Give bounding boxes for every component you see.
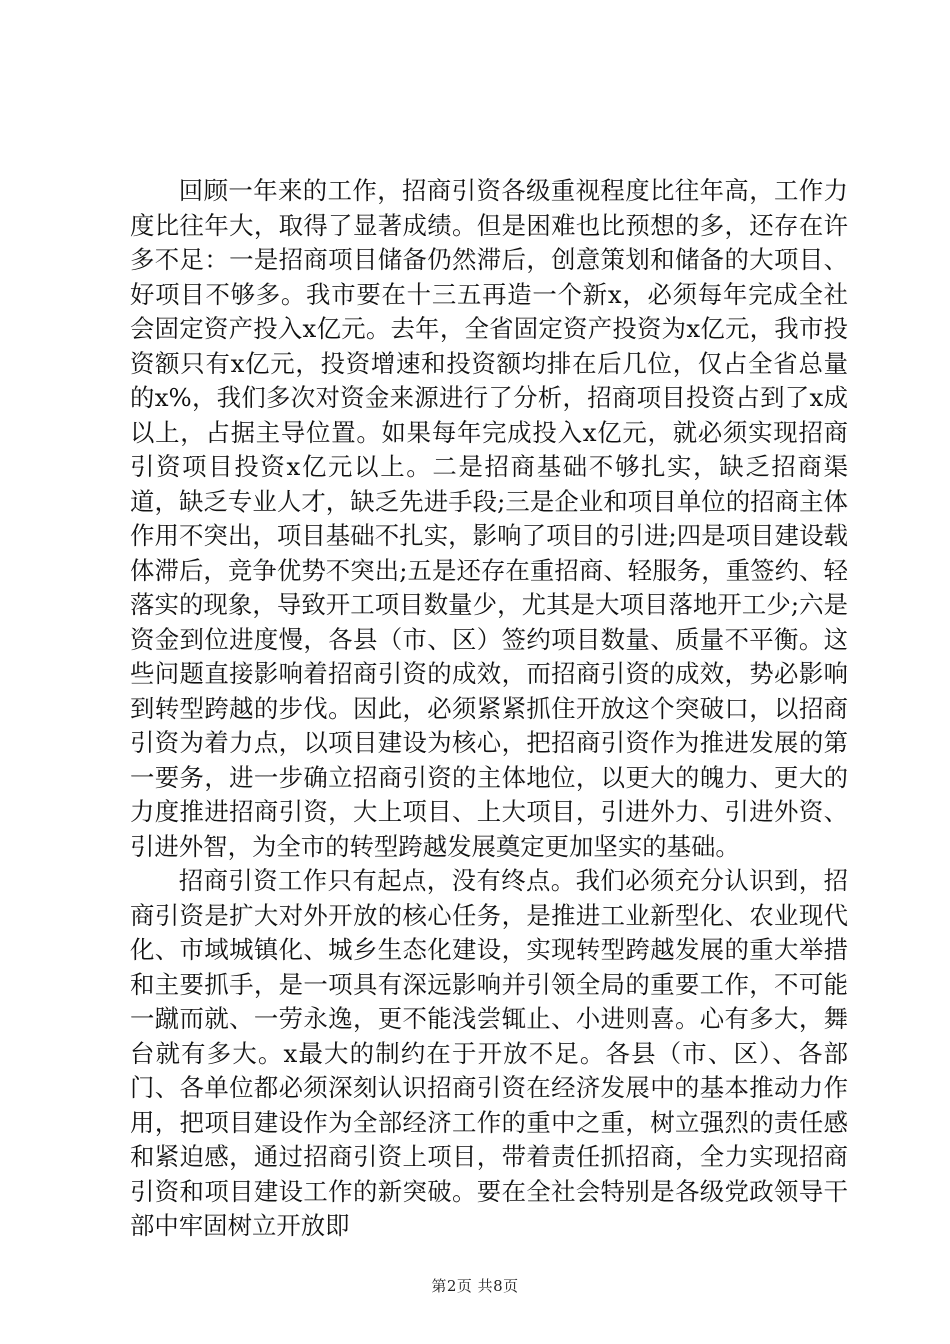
paragraph-1: 回顾一年来的工作，招商引资各级重视程度比往年高，工作力度比往年大，取得了显著成绩。但是困难也比预想的多，还存在许多不足：一是招商项目储备仍然滞后，创意策划和储备的大项目、好项目不够多。我市要在十三五再造一个新x，必须每年完成全社会固定资产投入x亿元。去年，全省固定资产投资为x亿元，我市投资额只有x亿元，投资增速和投资额均排在后几位，仅占全省总量的x%，我们多次对资金来源进行了分析，招商项目投资占到了x成以上，占据主导位置。如果每年完成投入x亿元，就必须实现招商引资项目投资x亿元以上。二是招商基础不够扎实，缺乏招商渠道，缺乏专业人才，缺乏先进手段;三是企业和项目单位的招商主体作用不突出，项目基础不扎实，影响了项目的引进;四是项目建设载体滞后，竞争优势不突出;五是还存在重招商、轻服务，重签约、轻落实的现象，导致开工项目数量少，尤其是大项目落地开工少;六是资金到位进度慢，各县（市、区）签约项目数量、质量不平衡。这些问题直接影响着招商引资的成效，而招商引资的成效，势必影响到转型跨越的步伐。因此，必须紧紧抓住开放这个突破口，以招商引资为着力点，以项目建设为核心，把招商引资作为推进发展的第一要务，进一步确立招商引资的主体地位，以更大的魄力、更大的力度推进招商引资，大上项目、上大项目，引进外力、引进外资、引进外智，为全市的转型跨越发展奠定更加坚实的基础。: [130, 176, 848, 861]
page-footer: 第2页 共8页: [431, 1277, 519, 1295]
paragraph-2: 招商引资工作只有起点，没有终点。我们必须充分认识到，招商引资是扩大对外开放的核心任务，是推进工业新型化、农业现代化、市域城镇化、城乡生态化建设，实现转型跨越发展的重大举措和主要抓手，是一项具有深远影响并引领全局的重要工作，不可能一蹴而就、一劳永逸，更不能浅尝辄止、小进则喜。心有多大，舞台就有多大。x最大的制约在于开放不足。各县（市、区）、各部门、各单位都必须深刻认识招商引资在经济发展中的基本推动力作用，把项目建设作为全部经济工作的重中之重，树立强烈的责任感和紧迫感，通过招商引资上项目，带着责任抓招商，全力实现招商引资和项目建设工作的新突破。要在全社会特别是各级党政领导干部中牢固树立开放即: [130, 866, 848, 1240]
document-body: [130, 174, 848, 1244]
